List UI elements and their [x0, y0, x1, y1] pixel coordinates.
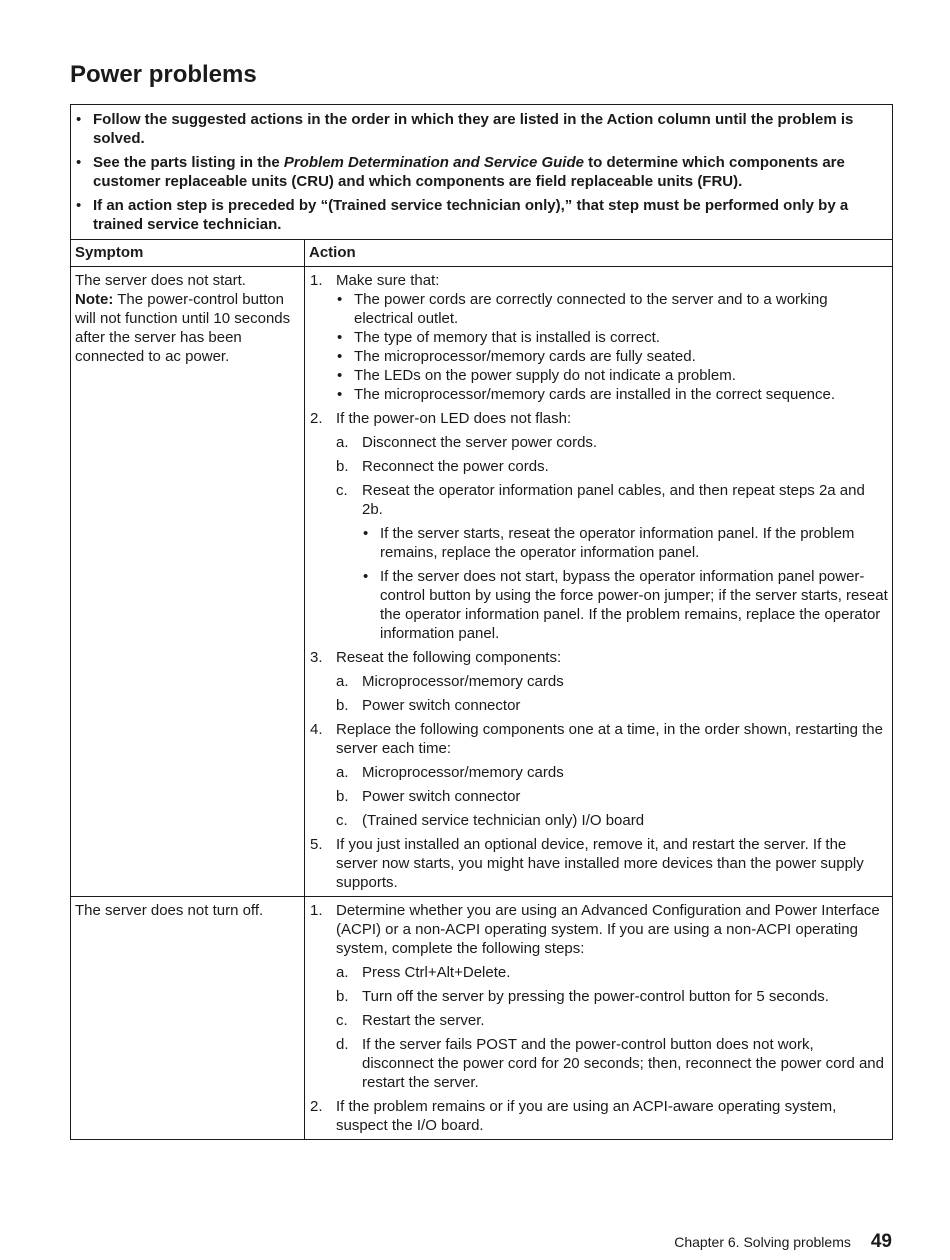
- step-item: [310, 901, 889, 1092]
- substep-item: [336, 963, 889, 982]
- step-text: If the power-on LED does not flash:: [336, 410, 572, 427]
- step-text: Make sure that:: [336, 272, 440, 289]
- substep-letter: a.: [336, 673, 349, 690]
- notes-cell: [71, 105, 893, 240]
- step-text: If you just installed an optional device, remove it, and restart the server. If the server now starts, you might have installed more devices than the power supply supports.: [336, 836, 864, 891]
- substep-item: [336, 1035, 889, 1092]
- note-label: Note:: [75, 291, 114, 308]
- page-title: Power problems: [70, 61, 257, 88]
- substep-item: [336, 987, 889, 1006]
- step-number: 2.: [310, 410, 323, 427]
- step-text: Determine whether you are using an Advanced Configuration and Power Interface (ACPI) or a non-ACPI operating system. If you are using a non-ACPI operating system, complete the following steps:: [336, 902, 880, 957]
- step-text: If the problem remains or if you are using an ACPI-aware operating system, suspect the I/O board.: [336, 1098, 837, 1134]
- substep-text: If the server fails POST and the power-control button does not work, disconnect the power cord for 20 seconds; then, reconnect the power cord and restart the server.: [362, 1036, 884, 1091]
- bullet-item: • The power cords are correctly connected to the server and to a working electrical outlet.: [336, 290, 889, 328]
- substep-item: [336, 1011, 889, 1030]
- substep-text: Power switch connector: [362, 697, 521, 714]
- step-bullets: [336, 290, 889, 404]
- substep-letter: b.: [336, 697, 349, 714]
- page-number: 49: [870, 1231, 892, 1252]
- substep-text: Reseat the operator information panel cables, and then repeat steps 2a and 2b.: [362, 482, 865, 518]
- substep-item: [336, 763, 889, 782]
- substep-item: [336, 481, 889, 643]
- substep-letter: c.: [336, 812, 348, 829]
- step-number: 3.: [310, 649, 323, 666]
- substep-letter: c.: [336, 482, 348, 499]
- symptom-header: Symptom: [71, 240, 305, 267]
- substep-letter: b.: [336, 788, 349, 805]
- bullet-item: • The type of memory that is installed is correct.: [336, 328, 889, 347]
- action-steps: [310, 901, 889, 1135]
- substeps: [336, 963, 889, 1092]
- step-number: 4.: [310, 721, 323, 738]
- substep-letter: a.: [336, 434, 349, 451]
- guide-title: Problem Determination and Service Guide: [283, 154, 584, 171]
- substep-letter: a.: [336, 764, 349, 781]
- substep-text: (Trained service technician only) I/O board: [362, 812, 645, 829]
- notes-list: [75, 110, 884, 234]
- substep-text: Turn off the server by pressing the power-control button for 5 seconds.: [362, 988, 829, 1005]
- substep-letter: b.: [336, 458, 349, 475]
- substep-letter: c.: [336, 1012, 348, 1029]
- substep-letter: d.: [336, 1036, 349, 1053]
- substep-letter: b.: [336, 988, 349, 1005]
- step-item: [310, 648, 889, 715]
- step-number: 5.: [310, 836, 323, 853]
- symptom-text: The server does not start.: [75, 272, 246, 289]
- bullet-item: • If the server starts, reseat the operator information panel. If the problem remains, replace the operator information panel.: [362, 524, 889, 562]
- symptom-cell: [71, 267, 305, 897]
- note-body: The power-control button will not function until 10 seconds after the server has been connected to ac power.: [75, 291, 291, 365]
- step-item: [310, 271, 889, 404]
- symptom-cell: [71, 897, 305, 1140]
- substep-item: [336, 672, 889, 691]
- note-item: [75, 153, 884, 191]
- symptom-text: The server does not turn off.: [75, 902, 264, 919]
- step-number: 2.: [310, 1098, 323, 1115]
- bullet-item: • The LEDs on the power supply do not indicate a problem.: [336, 366, 889, 385]
- substep-text: Press Ctrl+Alt+Delete.: [362, 964, 511, 981]
- bullet-item: • If the server does not start, bypass the operator information panel power-control button by using the force power-on jumper; if the server starts, reseat the operator information panel. If the problem remains, replace the operator information panel.: [362, 567, 889, 643]
- substep-text: Microprocessor/memory cards: [362, 673, 564, 690]
- note-text: Follow the suggested actions in the order in which they are listed in the Action column until the problem is solved.: [93, 111, 854, 147]
- step-text: Reseat the following components:: [336, 649, 562, 666]
- note-text: If an action step is preceded by “(Trained service technician only),” that step must be performed only by a trained service technician.: [93, 197, 849, 233]
- substep-text: Reconnect the power cords.: [362, 458, 549, 475]
- bullet-item: • The microprocessor/memory cards are fully seated.: [336, 347, 889, 366]
- action-steps: [310, 271, 889, 892]
- substep-text: Microprocessor/memory cards: [362, 764, 564, 781]
- substeps: [336, 763, 889, 830]
- bullet-item: • The microprocessor/memory cards are installed in the correct sequence.: [336, 385, 889, 404]
- action-header: Action: [305, 240, 893, 267]
- substep-item: [336, 457, 889, 476]
- substep-item: [336, 433, 889, 452]
- step-item: [310, 409, 889, 643]
- substeps: [336, 672, 889, 715]
- note-text: See the parts listing in the: [93, 154, 284, 171]
- table-row: [71, 267, 893, 897]
- step-item: [310, 720, 889, 830]
- note-text: to determine which components are customer replaceable units (CRU) and which components are field replaceable units (FRU).: [93, 154, 845, 190]
- step-item: [310, 835, 889, 892]
- notes-row: [71, 105, 893, 240]
- header-row: [71, 240, 893, 267]
- step-number: 1.: [310, 902, 323, 919]
- substeps: [336, 433, 889, 643]
- substep-text: Restart the server.: [362, 1012, 485, 1029]
- symptom-note: [75, 290, 300, 366]
- substep-text: Disconnect the server power cords.: [362, 434, 598, 451]
- page-footer: [674, 1232, 892, 1252]
- note-item: [75, 196, 884, 234]
- action-cell: [305, 897, 893, 1140]
- substep-item: [336, 811, 889, 830]
- substep-item: [336, 696, 889, 715]
- substep-item: [336, 787, 889, 806]
- action-cell: [305, 267, 893, 897]
- substep-text: Power switch connector: [362, 788, 521, 805]
- footer-chapter: Chapter 6. Solving problems: [674, 1234, 851, 1250]
- note-item: [75, 110, 884, 148]
- substep-letter: a.: [336, 964, 349, 981]
- step-number: 1.: [310, 272, 323, 289]
- substep-bullets: [362, 524, 889, 643]
- power-problems-table: [70, 104, 893, 1140]
- step-text: Replace the following components one at a time, in the order shown, restarting the server each time:: [336, 721, 883, 757]
- table-row: [71, 897, 893, 1140]
- step-item: [310, 1097, 889, 1135]
